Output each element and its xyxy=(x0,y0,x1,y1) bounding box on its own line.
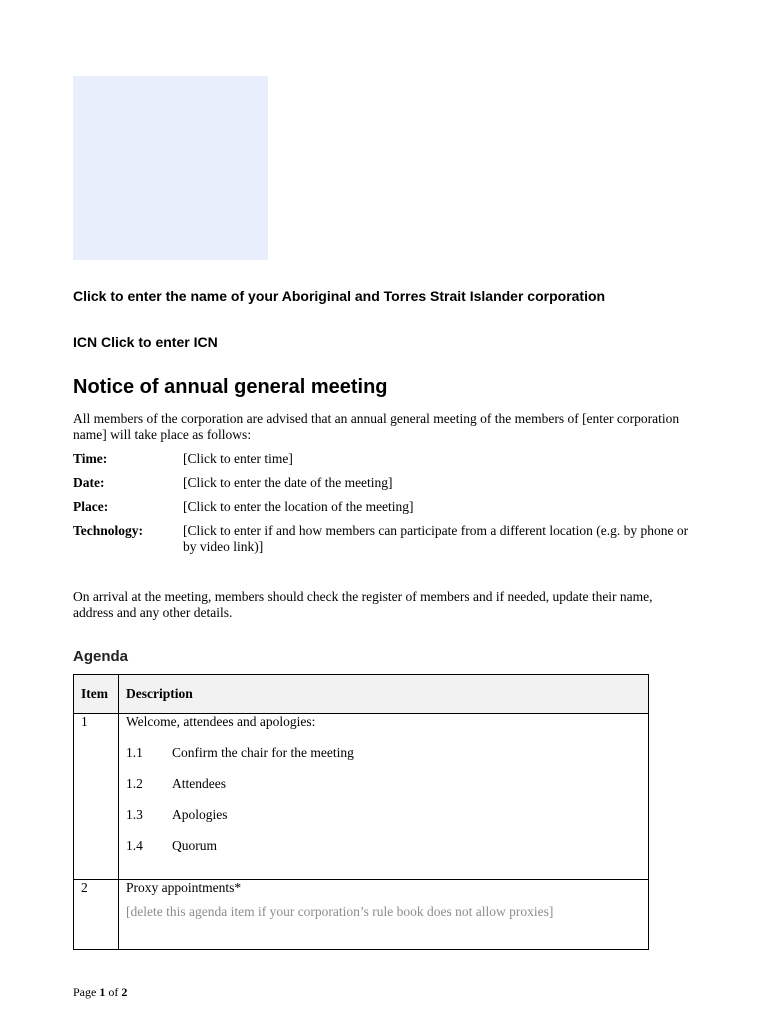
sub-item xyxy=(126,838,641,854)
sub-item-number: 1.2 xyxy=(126,776,143,791)
agenda-heading: Agenda xyxy=(73,648,129,665)
item-note: [delete this agenda item if your corporation’s rule book does not allow proxies] xyxy=(126,904,554,919)
page-total: 2 xyxy=(121,985,128,999)
detail-row-place xyxy=(73,499,713,515)
notice-title: Notice of annual general meeting xyxy=(73,376,388,398)
agenda-table xyxy=(73,674,649,950)
page-word: Page xyxy=(73,985,97,999)
table-row xyxy=(74,880,649,950)
detail-row-technology xyxy=(73,523,713,555)
place-field[interactable]: [Click to enter the location of the meeting] xyxy=(183,499,414,514)
time-field[interactable]: [Click to enter time] xyxy=(183,451,293,466)
item-description: Proxy appointments* xyxy=(126,880,242,895)
sub-item-number: 1.4 xyxy=(126,838,143,853)
sub-item-text: Apologies xyxy=(172,807,228,822)
corporation-name-field[interactable]: Click to enter the name of your Aboriginal and Torres Strait Islander corporation xyxy=(73,288,606,304)
item-number: 1 xyxy=(74,714,119,880)
sub-item xyxy=(126,807,641,823)
detail-row-date xyxy=(73,475,713,491)
item-number: 2 xyxy=(74,880,119,950)
icn-field[interactable]: ICN Click to enter ICN xyxy=(73,334,218,350)
sub-item xyxy=(126,776,641,792)
detail-label: Place: xyxy=(73,499,109,514)
detail-label: Technology: xyxy=(73,523,144,538)
technology-field[interactable]: [Click to enter if and how members can participate from a different location (e.g. by phone or by video link)] xyxy=(183,523,689,554)
date-field[interactable]: [Click to enter the date of the meeting] xyxy=(183,475,393,490)
sub-item-text: Quorum xyxy=(172,838,217,853)
column-header-description: Description xyxy=(119,675,649,714)
table-header-row xyxy=(74,675,649,714)
intro-paragraph: All members of the corporation are advised that an annual general meeting of the members of [enter corporation name] will take place as follows: xyxy=(73,411,680,442)
sub-item-text: Attendees xyxy=(172,776,226,791)
item-description-cell xyxy=(119,714,649,880)
sub-item-number: 1.3 xyxy=(126,807,143,822)
sub-item-text: Confirm the chair for the meeting xyxy=(172,745,354,760)
arrival-paragraph: On arrival at the meeting, members should check the register of members and if needed, update their name, address and any other details. xyxy=(73,589,653,620)
meeting-details xyxy=(73,451,713,563)
item-description: Welcome, attendees and apologies: xyxy=(126,714,316,729)
detail-label: Date: xyxy=(73,475,105,490)
column-header-item: Item xyxy=(74,675,119,714)
page-current: 1 xyxy=(99,985,106,999)
detail-label: Time: xyxy=(73,451,108,466)
sub-item-number: 1.1 xyxy=(126,745,143,760)
page-footer xyxy=(73,985,127,1000)
of-word: of xyxy=(108,985,119,999)
item-description-cell xyxy=(119,880,649,950)
detail-row-time xyxy=(73,451,713,467)
logo-placeholder[interactable] xyxy=(73,76,268,260)
sub-item xyxy=(126,745,641,761)
table-row xyxy=(74,714,649,880)
